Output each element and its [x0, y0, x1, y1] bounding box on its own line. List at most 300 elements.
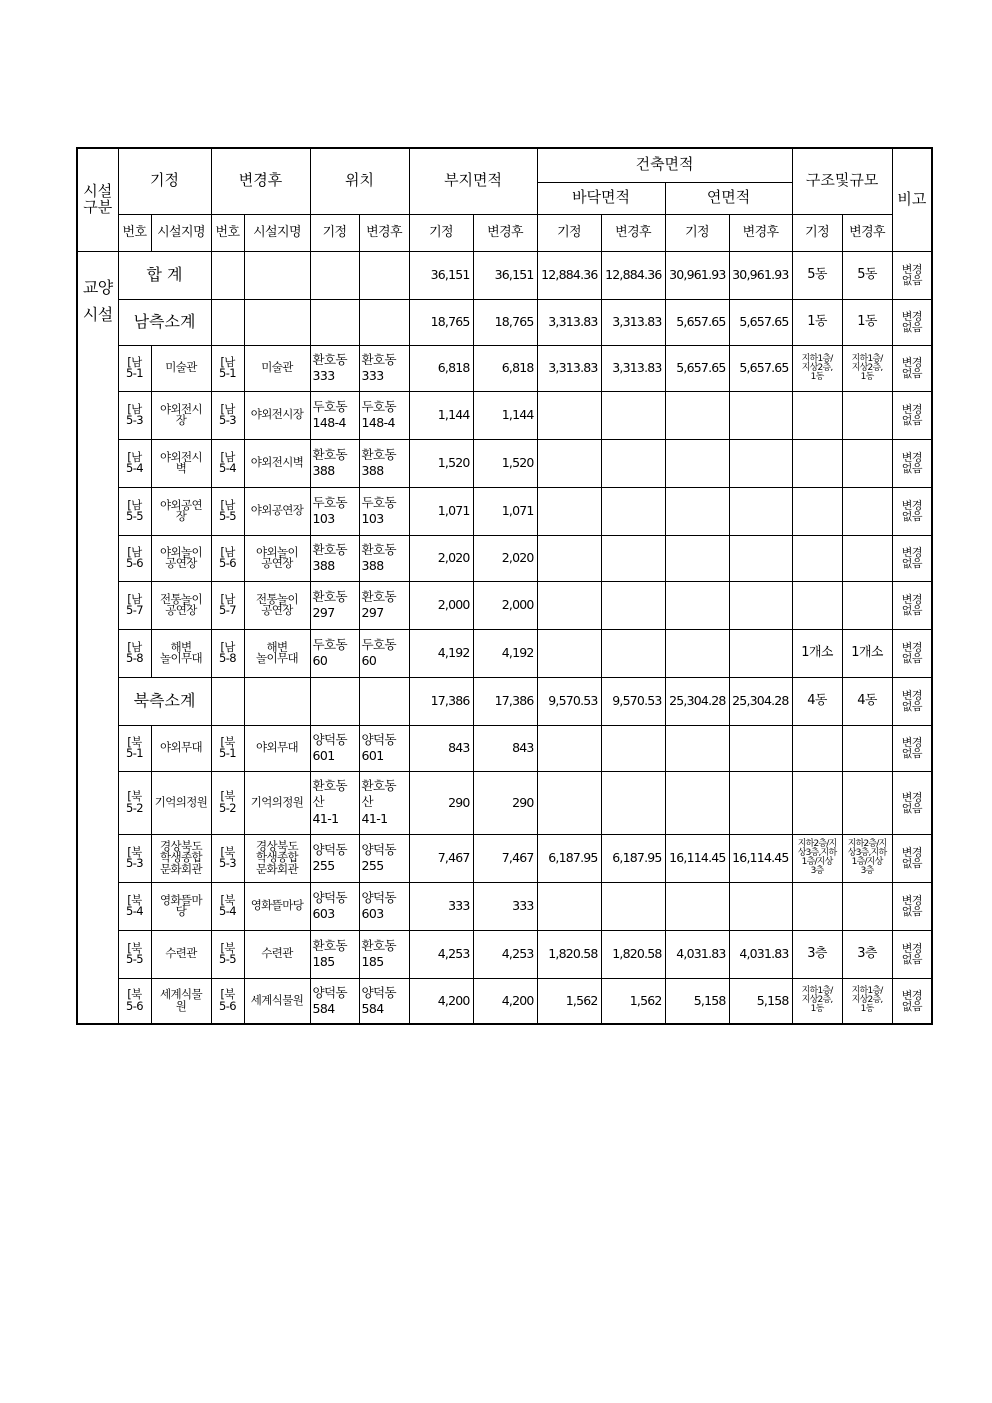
site-a-cell [409, 581, 473, 629]
floor-b-cell [601, 725, 665, 771]
facility-name-existing [151, 439, 211, 487]
remarks-cell [892, 345, 932, 391]
structure-existing [792, 834, 842, 882]
site-a-cell-text: 333 [448, 898, 470, 914]
site-a-cell [409, 439, 473, 487]
gross-a-cell [665, 439, 729, 487]
total-site-a [409, 251, 473, 299]
structure-changed [842, 978, 892, 1024]
facility-name-existing-text: 전통놀이 공연장 [159, 591, 203, 617]
site-b-cell [473, 345, 537, 391]
total-row [77, 251, 932, 299]
facility-no-existing-text: [남 5-5 [126, 497, 143, 523]
north_subtotal-site-b [473, 677, 537, 725]
site-b-cell-text: 333 [512, 898, 534, 914]
facility-no-changed-text: [북 5-6 [219, 987, 236, 1013]
location-changed [359, 487, 409, 535]
location-existing-text: 환호동 388 [312, 446, 347, 478]
total-site-b [473, 251, 537, 299]
site-b-cell [473, 930, 537, 978]
north_subtotal-label [118, 677, 211, 725]
site-a-cell [409, 930, 473, 978]
floor-a-cell [537, 882, 601, 930]
facility-name-changed-text: 야외놀이 공연장 [256, 544, 299, 570]
structure-changed-text: 지하1층/ 지상2층, 1동 [851, 986, 883, 1015]
facility-name-existing-text: 야외전시 벽 [159, 449, 203, 475]
facility-no-existing-text: [남 5-3 [126, 401, 143, 427]
table-row [77, 834, 932, 882]
location-changed-text: 두호동 148-4 [361, 398, 396, 430]
site-b-cell [473, 725, 537, 771]
total-struct-b-text: 5동 [857, 267, 877, 283]
table-row [77, 487, 932, 535]
facility-name-changed [244, 391, 310, 439]
north_subtotal-site-a-text: 17,386 [430, 693, 470, 709]
floor-b-cell [601, 581, 665, 629]
facility-name-existing [151, 834, 211, 882]
facility-no-existing [118, 629, 151, 677]
site-b-cell-text: 4,192 [501, 645, 534, 661]
structure-existing-text: 1개소 [801, 645, 833, 661]
facility-no-existing [118, 834, 151, 882]
total-note-text: 변경 없음 [901, 263, 922, 287]
facility-name-changed-text: 전통놀이 공연장 [256, 591, 299, 617]
facility-no-changed-text: [북 5-2 [219, 789, 236, 815]
header-sub-existing: 기정 [537, 214, 601, 251]
facility-name-existing-text: 영화뜰마 당 [159, 892, 203, 918]
site-b-cell-text: 290 [512, 794, 534, 810]
header-changed: 변경후 [211, 148, 310, 214]
site-b-cell [473, 834, 537, 882]
facility-name-changed-text: 해변 놀이무대 [256, 639, 299, 665]
facility-no-existing [118, 439, 151, 487]
header-sub-changed: 변경후 [601, 214, 665, 251]
gross-b-cell [729, 439, 792, 487]
site-a-cell [409, 978, 473, 1024]
location-changed-text: 두호동 103 [361, 494, 396, 526]
header-floor-area: 바닥면적 [537, 182, 665, 214]
location-existing-text: 두호동 148-4 [312, 398, 347, 430]
gross-a-cell [665, 930, 729, 978]
header-sub-existing: 기정 [409, 214, 473, 251]
floor-a-cell [537, 439, 601, 487]
south_subtotal-site-b-text: 18,765 [494, 314, 534, 330]
structure-changed-text: 지하1층/ 지상2층, 1동 [851, 353, 883, 382]
category-cell [77, 251, 118, 1024]
remarks-cell-text: 변경 없음 [901, 894, 922, 918]
facility-name-existing-text: 미술관 [165, 360, 197, 375]
remarks-cell [892, 771, 932, 834]
south_subtotal-struct-b-text: 1동 [857, 314, 877, 330]
gross-a-cell [665, 581, 729, 629]
site-a-cell-text: 4,192 [437, 645, 470, 661]
facility-name-changed [244, 345, 310, 391]
structure-existing [792, 581, 842, 629]
gross-b-cell [729, 978, 792, 1024]
structure-changed [842, 581, 892, 629]
floor-b-cell [601, 391, 665, 439]
south_subtotal-site-a [409, 299, 473, 345]
table-row [77, 930, 932, 978]
location-existing-text: 양덕동 255 [312, 841, 347, 873]
empty-cell [211, 251, 244, 299]
structure-changed-text: 지하2층/지 상3층,지하 1층/지상 3층 [847, 839, 887, 876]
site-a-cell-text: 7,467 [437, 850, 470, 866]
structure-changed [842, 391, 892, 439]
facility-change-table [76, 147, 933, 1025]
site-a-cell-text: 4,200 [437, 993, 470, 1009]
remarks-cell [892, 439, 932, 487]
facility-no-existing [118, 725, 151, 771]
header-sub-existing: 기정 [665, 214, 729, 251]
south_subtotal-struct-b [842, 299, 892, 345]
facility-no-existing-text: [북 5-1 [126, 734, 143, 760]
floor-a-cell [537, 345, 601, 391]
location-changed [359, 930, 409, 978]
site-b-cell-text: 2,000 [501, 597, 534, 613]
total-struct-b [842, 251, 892, 299]
facility-name-changed-text: 야외전시장 [250, 407, 304, 422]
facility-no-changed-text: [남 5-8 [219, 639, 236, 665]
total-struct-a-text: 5동 [807, 267, 827, 283]
site-b-cell [473, 629, 537, 677]
north_subtotal-gross-a-text: 25,304.28 [669, 693, 726, 709]
facility-no-existing [118, 487, 151, 535]
facility-no-existing-text: [북 5-2 [126, 789, 143, 815]
site-b-cell [473, 581, 537, 629]
facility-name-changed [244, 487, 310, 535]
total-floor-a-text: 12,884.36 [541, 267, 598, 283]
location-existing [310, 391, 359, 439]
total-note [892, 251, 932, 299]
structure-existing [792, 535, 842, 581]
location-existing-text: 환호동 185 [312, 937, 347, 969]
facility-no-existing [118, 771, 151, 834]
location-changed [359, 345, 409, 391]
facility-no-changed-text: [남 5-5 [219, 497, 236, 523]
facility-no-existing [118, 930, 151, 978]
location-changed [359, 834, 409, 882]
facility-no-changed-text: [남 5-1 [219, 354, 236, 380]
gross-a-cell [665, 535, 729, 581]
south_subtotal-gross-b-text: 5,657.65 [739, 314, 789, 330]
header-remarks: 비고 [892, 148, 932, 251]
site-a-cell-text: 6,818 [437, 360, 470, 376]
structure-existing [792, 439, 842, 487]
empty-cell [359, 251, 409, 299]
floor-a-cell [537, 930, 601, 978]
total-label [118, 251, 211, 299]
site-b-cell [473, 439, 537, 487]
gross-a-cell-text: 4,031.83 [676, 946, 726, 962]
total-site-a-text: 36,151 [430, 267, 470, 283]
south_subtotal-struct-a [792, 299, 842, 345]
header-category: 시설 구분 [77, 148, 118, 251]
site-a-cell [409, 345, 473, 391]
total-floor-b [601, 251, 665, 299]
floor-b-cell [601, 771, 665, 834]
facility-no-existing-text: [북 5-3 [126, 844, 143, 870]
remarks-cell [892, 882, 932, 930]
floor-a-cell-text: 1,562 [565, 993, 598, 1009]
location-existing [310, 725, 359, 771]
north_subtotal-note [892, 677, 932, 725]
facility-no-changed [211, 771, 244, 834]
remarks-cell-text: 변경 없음 [901, 641, 922, 665]
remarks-cell-text: 변경 없음 [901, 356, 922, 380]
facility-name-existing-text: 수련관 [165, 946, 197, 961]
facility-no-changed-text: [북 5-1 [219, 734, 236, 760]
structure-existing-text: 지하1층/ 지상2층, 1동 [801, 986, 833, 1015]
gross-a-cell [665, 345, 729, 391]
facility-no-changed [211, 978, 244, 1024]
facility-name-existing-text: 야외무대 [159, 740, 203, 755]
site-b-cell [473, 535, 537, 581]
header-location: 위치 [310, 148, 409, 214]
location-changed-text: 양덕동 603 [361, 889, 396, 921]
structure-existing [792, 725, 842, 771]
facility-no-changed [211, 535, 244, 581]
structure-existing [792, 391, 842, 439]
empty-cell [310, 251, 359, 299]
structure-existing [792, 771, 842, 834]
gross-a-cell-text: 5,657.65 [676, 360, 726, 376]
header-facility-name: 시설지명 [244, 214, 310, 251]
floor-b-cell-text: 1,562 [629, 993, 662, 1009]
floor-a-cell-text: 1,820.58 [548, 946, 598, 962]
south_subtotal-note [892, 299, 932, 345]
facility-name-existing [151, 345, 211, 391]
facility-no-changed-text: [남 5-6 [219, 544, 236, 570]
location-existing-text: 환호동 297 [312, 588, 347, 620]
north_subtotal-struct-b-text: 4동 [857, 693, 877, 709]
gross-a-cell [665, 834, 729, 882]
site-b-cell-text: 1,520 [501, 455, 534, 471]
empty-cell [359, 677, 409, 725]
facility-name-changed [244, 535, 310, 581]
total-label-text: 합 계 [146, 264, 183, 284]
facility-name-changed [244, 439, 310, 487]
south_subtotal-floor-b-text: 3,313.83 [612, 314, 662, 330]
floor-b-cell-text: 1,820.58 [612, 946, 662, 962]
table-row [77, 391, 932, 439]
floor-b-cell [601, 978, 665, 1024]
north_subtotal-gross-b-text: 25,304.28 [732, 693, 789, 709]
facility-name-changed-text: 야외공연장 [250, 503, 304, 518]
remarks-cell [892, 535, 932, 581]
gross-b-cell [729, 930, 792, 978]
remarks-cell-text: 변경 없음 [901, 736, 922, 760]
total-gross-a [665, 251, 729, 299]
remarks-cell-text: 변경 없음 [901, 499, 922, 523]
site-a-cell-text: 2,020 [437, 550, 470, 566]
facility-no-existing [118, 345, 151, 391]
remarks-cell [892, 487, 932, 535]
north_subtotal-label-text: 북측소계 [133, 690, 196, 710]
structure-existing [792, 487, 842, 535]
empty-cell [310, 677, 359, 725]
gross-b-cell [729, 629, 792, 677]
header-sub-changed: 변경후 [729, 214, 792, 251]
facility-name-existing [151, 391, 211, 439]
site-a-cell-text: 1,144 [437, 407, 470, 423]
location-existing-text: 환호동 388 [312, 541, 347, 573]
remarks-cell [892, 391, 932, 439]
gross-b-cell-text: 5,158 [756, 993, 789, 1009]
facility-name-changed [244, 725, 310, 771]
facility-name-changed-text: 미술관 [261, 360, 293, 375]
facility-name-existing-text: 해변 놀이무대 [159, 639, 203, 665]
remarks-cell [892, 725, 932, 771]
remarks-cell-text: 변경 없음 [901, 593, 922, 617]
table-row [77, 581, 932, 629]
location-existing [310, 978, 359, 1024]
empty-cell [244, 251, 310, 299]
site-a-cell-text: 290 [448, 794, 470, 810]
facility-name-existing-text: 야외놀이 공연장 [159, 544, 203, 570]
facility-no-changed [211, 345, 244, 391]
facility-name-existing-text: 기억의정원 [154, 794, 208, 809]
location-existing [310, 487, 359, 535]
facility-name-existing [151, 581, 211, 629]
header-sub-changed: 변경후 [359, 214, 409, 251]
gross-a-cell [665, 487, 729, 535]
location-existing [310, 882, 359, 930]
location-existing [310, 834, 359, 882]
empty-cell [310, 299, 359, 345]
gross-b-cell [729, 581, 792, 629]
facility-name-changed [244, 882, 310, 930]
facility-no-existing-text: [남 5-6 [126, 544, 143, 570]
location-existing [310, 535, 359, 581]
north_subtotal-gross-b [729, 677, 792, 725]
facility-name-changed [244, 581, 310, 629]
facility-no-changed [211, 581, 244, 629]
gross-a-cell [665, 771, 729, 834]
facility-no-existing [118, 978, 151, 1024]
site-b-cell [473, 487, 537, 535]
header-sub-changed: 변경후 [842, 214, 892, 251]
remarks-cell-text: 변경 없음 [901, 790, 922, 815]
facility-no-changed-text: [남 5-7 [219, 591, 236, 617]
floor-a-cell [537, 725, 601, 771]
north_subtotal-floor-b-text: 9,570.53 [612, 693, 662, 709]
facility-no-existing-text: [남 5-8 [126, 639, 143, 665]
location-existing-text: 양덕동 603 [312, 889, 347, 921]
empty-cell [244, 299, 310, 345]
site-a-cell-text: 843 [448, 740, 470, 756]
gross-b-cell [729, 391, 792, 439]
facility-no-changed-text: [북 5-4 [219, 892, 236, 918]
location-existing-text: 양덕동 601 [312, 731, 347, 763]
gross-b-cell [729, 535, 792, 581]
location-changed [359, 581, 409, 629]
facility-name-existing [151, 882, 211, 930]
site-b-cell [473, 771, 537, 834]
empty-cell [211, 299, 244, 345]
floor-a-cell [537, 391, 601, 439]
facility-no-changed-text: [북 5-3 [219, 844, 236, 870]
structure-changed [842, 345, 892, 391]
facility-name-changed-text: 야외전시벽 [250, 455, 304, 470]
total-floor-b-text: 12,884.36 [605, 267, 662, 283]
structure-existing-text: 3층 [807, 946, 827, 962]
remarks-cell-text: 변경 없음 [901, 451, 922, 475]
facility-no-existing-text: [북 5-4 [126, 892, 143, 918]
facility-name-changed-text: 야외무대 [256, 740, 299, 755]
location-changed-text: 두호동 60 [361, 636, 396, 668]
header-site-area: 부지면적 [409, 148, 537, 214]
facility-no-changed-text: [남 5-4 [219, 449, 236, 475]
floor-b-cell [601, 629, 665, 677]
structure-existing [792, 345, 842, 391]
floor-a-cell-text: 3,313.83 [548, 360, 598, 376]
floor-a-cell [537, 487, 601, 535]
facility-name-existing [151, 930, 211, 978]
structure-existing [792, 629, 842, 677]
facility-no-existing-text: [북 5-6 [126, 987, 143, 1013]
remarks-cell [892, 834, 932, 882]
facility-name-existing-text: 세계식물 원 [159, 987, 203, 1013]
facility-name-changed-text: 기억의정원 [250, 794, 304, 809]
location-changed [359, 882, 409, 930]
north_subtotal-row [77, 677, 932, 725]
site-b-cell [473, 391, 537, 439]
table-row [77, 771, 932, 834]
remarks-cell-text: 변경 없음 [901, 546, 922, 570]
floor-a-cell [537, 978, 601, 1024]
facility-name-existing [151, 629, 211, 677]
facility-no-changed-text: [남 5-3 [219, 401, 236, 427]
location-changed-text: 양덕동 255 [361, 841, 396, 873]
south_subtotal-struct-a-text: 1동 [807, 314, 827, 330]
site-a-cell-text: 2,000 [437, 597, 470, 613]
structure-changed [842, 930, 892, 978]
facility-name-existing [151, 487, 211, 535]
total-floor-a [537, 251, 601, 299]
floor-b-cell [601, 487, 665, 535]
header-structure: 구조및규모 [792, 148, 892, 214]
structure-changed [842, 535, 892, 581]
structure-changed [842, 487, 892, 535]
site-a-cell-text: 4,253 [437, 946, 470, 962]
structure-existing [792, 978, 842, 1024]
site-a-cell-text: 1,520 [437, 455, 470, 471]
header-sub-existing: 기정 [310, 214, 359, 251]
location-changed [359, 629, 409, 677]
facility-no-changed [211, 930, 244, 978]
site-b-cell-text: 2,020 [501, 550, 534, 566]
location-changed-text: 환호동 산 41-1 [361, 778, 396, 826]
south_subtotal-floor-a [537, 299, 601, 345]
facility-no-changed [211, 629, 244, 677]
north_subtotal-site-a [409, 677, 473, 725]
facility-name-changed [244, 771, 310, 834]
location-existing [310, 345, 359, 391]
south_subtotal-note-text: 변경 없음 [901, 310, 922, 334]
empty-cell [211, 677, 244, 725]
facility-no-existing-text: [남 5-4 [126, 449, 143, 475]
facility-name-changed [244, 978, 310, 1024]
north_subtotal-note-text: 변경 없음 [901, 689, 922, 713]
floor-b-cell [601, 345, 665, 391]
structure-changed [842, 834, 892, 882]
north_subtotal-site-b-text: 17,386 [494, 693, 534, 709]
remarks-cell [892, 581, 932, 629]
floor-b-cell [601, 834, 665, 882]
location-existing [310, 439, 359, 487]
site-b-cell [473, 978, 537, 1024]
